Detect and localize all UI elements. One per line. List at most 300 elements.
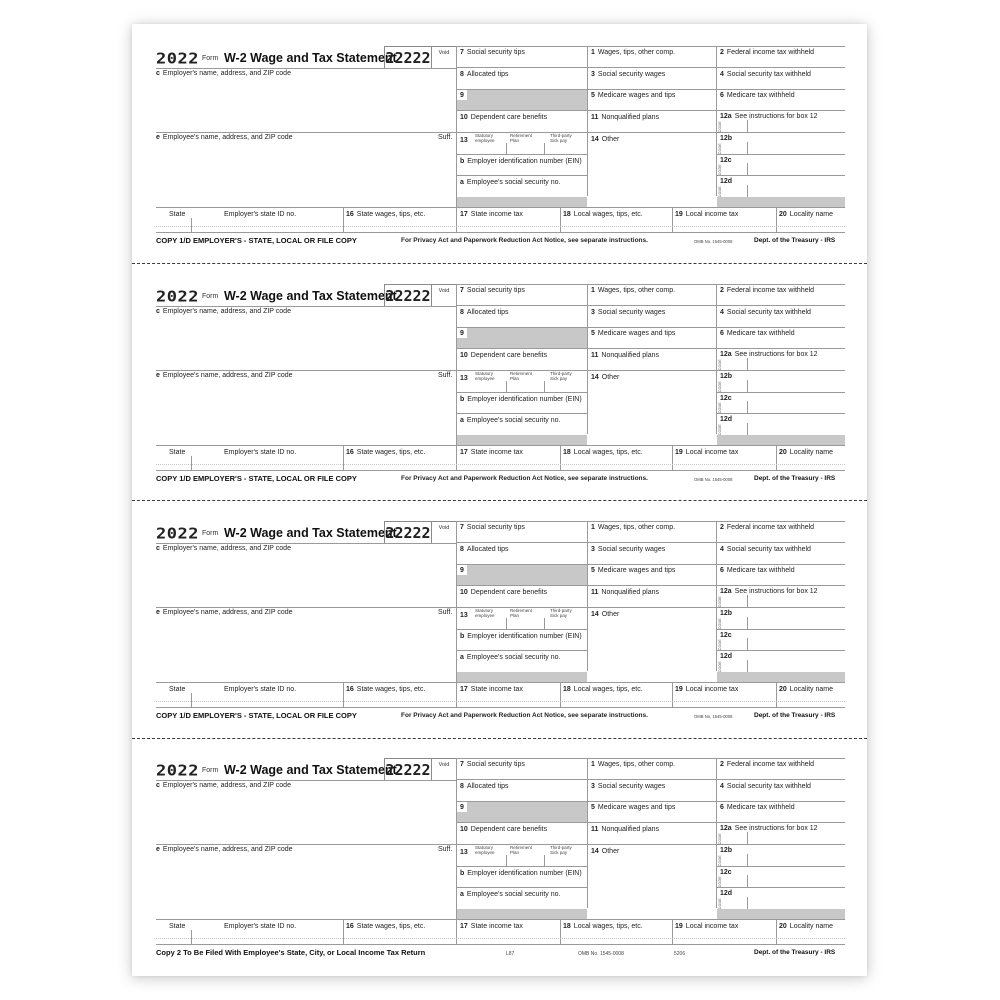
divider [747,423,748,435]
box-12d-label: 12d [720,890,733,897]
box-2-label: 2 Federal income tax withheld [720,524,815,531]
shade-strip [717,197,845,207]
box-8-label: 8 Allocated tips [460,783,509,790]
shade-strip [717,435,845,445]
divider [156,780,456,781]
state-id-label: Employer's state ID no. [224,211,297,218]
box-1-label: 1 Wages, tips, other comp. [591,49,676,56]
box-c-label: c Employer's name, address, and ZIP code [156,70,291,77]
code-label: CODE [718,898,722,910]
divider [560,207,561,232]
divider [456,585,845,586]
box-9-label: 9 [460,804,464,811]
dotted-guide [156,701,845,702]
box-11-label: 11 Nonqualified plans [591,114,660,121]
divider [506,618,507,629]
divider [456,413,587,414]
omb-number: OMB No. 1545-0008 [578,951,624,957]
box-a-label: a Employee's social security no. [460,891,561,898]
void-checkbox[interactable]: Void [432,521,456,543]
state-id-label: Employer's state ID no. [224,449,297,456]
box-16-label: 16 State wages, tips, etc. [346,686,426,693]
divider [747,185,748,197]
control-code: 22222 [384,758,432,780]
box-19-label: 19 Local income tax [675,923,739,930]
divider [716,413,845,414]
dept-treasury: Dept. of the Treasury - IRS [754,237,836,244]
form-title: W-2 Wage and Tax Statement [224,289,397,303]
shade-strip [717,672,845,682]
box-c-label: c Employer's name, address, and ZIP code [156,782,291,789]
box-9-shade [457,338,587,348]
code-label: CODE [718,639,722,651]
void-checkbox[interactable]: Void [432,284,456,306]
code-label: CODE [718,596,722,608]
box-19-label: 19 Local income tax [675,686,739,693]
copy-label: Copy 2 To Be Filed With Employee's State, City, or Local Income Tax Return [156,948,426,957]
box-6-label: 6 Medicare tax withheld [720,92,795,99]
divider [156,68,456,69]
box-7-label: 7 Social security tips [460,761,525,768]
box-11-label: 11 Nonqualified plans [591,352,660,359]
divider [156,944,845,945]
shade-strip [457,672,587,682]
box-1-label: 1 Wages, tips, other comp. [591,287,676,294]
divider [456,822,845,823]
divider [716,154,845,155]
box-11-label: 11 Nonqualified plans [591,826,660,833]
w2-form-copy-4 [132,758,867,958]
state-label: State [169,686,186,693]
state-label: State [169,923,186,930]
box-9-shade [457,100,587,110]
third-party-sick-pay-checkbox[interactable]: Third-party Sick pay [550,371,572,381]
form-code: L87 [506,951,515,957]
divider [456,175,587,176]
statutory-employee-checkbox[interactable]: Statutory employee [475,608,495,618]
divider [456,46,845,47]
divider [544,855,545,866]
box-3-label: 3 Social security wages [591,71,666,78]
box-9-label: 9 [460,567,464,574]
divider [456,110,845,111]
divider [716,175,845,176]
tax-year: 2022 [156,288,199,306]
divider [456,919,457,944]
control-code: 22222 [384,521,432,543]
code-label: CODE [718,855,722,867]
form-word: Form [202,767,219,774]
divider [587,521,588,671]
divider [456,521,845,522]
box-12a-label: 12a See instructions for box 12 [720,825,818,832]
retirement-plan-checkbox[interactable]: Retirement Plan [510,133,533,143]
box-c-label: c Employer's name, address, and ZIP code [156,308,291,315]
box-e-label: e Employee's name, address, and ZIP code [156,134,293,141]
box-9-shade [457,575,587,585]
box-10-label: 10 Dependent care benefits [460,826,548,833]
box-12d-label: 12d [720,653,733,660]
divider [747,358,748,370]
divider [456,887,587,888]
box-17-label: 17 State income tax [460,449,523,456]
suffix-label: Suff. [438,372,453,379]
divider [191,930,192,944]
box-1-label: 1 Wages, tips, other comp. [591,524,676,531]
divider [747,897,748,909]
perforation-cut-line [132,738,867,739]
code-label: CODE [718,164,722,176]
divider [343,682,344,707]
divider [343,445,344,470]
box-12b-label: 12b [720,373,733,380]
perforation-cut-line [132,263,867,264]
code-label: CODE [718,402,722,414]
box-e-label: e Employee's name, address, and ZIP code [156,372,293,379]
dotted-guide [156,226,845,227]
box-3-label: 3 Social security wages [591,783,666,790]
privacy-notice: For Privacy Act and Paperwork Reduction Act Notice, see separate instructions. [401,475,648,482]
divider [156,543,456,544]
divider [456,542,845,543]
suffix-label: Suff. [438,609,453,616]
divider [343,919,344,944]
retirement-plan-checkbox[interactable]: Retirement Plan [510,608,533,618]
box-1-label: 1 Wages, tips, other comp. [591,761,676,768]
box-c-label: c Employer's name, address, and ZIP code [156,545,291,552]
divider [776,445,777,470]
void-checkbox[interactable]: Void [432,758,456,780]
box-7-label: 7 Social security tips [460,287,525,294]
divider [506,381,507,392]
box-18-label: 18 Local wages, tips, etc. [563,211,643,218]
box-b-label: b Employer identification number (EIN) [460,870,582,877]
divider [191,693,192,707]
box-17-label: 17 State income tax [460,211,523,218]
form-title: W-2 Wage and Tax Statement [224,51,397,65]
divider [456,779,845,780]
divider [456,284,845,285]
box-a-label: a Employee's social security no. [460,179,561,186]
box-9-shade [457,812,587,822]
box-e-label: e Employee's name, address, and ZIP code [156,609,293,616]
code-label: CODE [718,661,722,673]
box-12a-label: 12a See instructions for box 12 [720,113,818,120]
box-a-label: a Employee's social security no. [460,417,561,424]
box-b-label: b Employer identification number (EIN) [460,396,582,403]
divider [587,46,588,196]
divider [747,595,748,607]
divider [506,855,507,866]
divider [716,284,717,434]
shade-strip [717,909,845,919]
box-12d-label: 12d [720,416,733,423]
box-14-label: 14 Other [591,848,620,855]
box-9-shade [467,328,587,338]
privacy-notice: For Privacy Act and Paperwork Reduction Act Notice, see separate instructions. [401,237,648,244]
box-12d-label: 12d [720,178,733,185]
box-13-label: 13 [460,849,468,856]
divider [456,758,845,759]
divider [716,887,845,888]
box-18-label: 18 Local wages, tips, etc. [563,449,643,456]
divider [156,707,845,708]
divider [716,46,717,196]
box-4-label: 4 Social security tax withheld [720,71,811,78]
divider [156,132,456,133]
divider [156,232,845,233]
box-17-label: 17 State income tax [460,923,523,930]
void-checkbox[interactable]: Void [432,46,456,68]
box-2-label: 2 Federal income tax withheld [720,287,815,294]
box-2-label: 2 Federal income tax withheld [720,761,815,768]
statutory-employee-checkbox[interactable]: Statutory employee [475,371,495,381]
control-code: 22222 [384,284,432,306]
form-title: W-2 Wage and Tax Statement [224,526,397,540]
box-13-label: 13 [460,137,468,144]
omb-number: OMB No. 1545-0008 [694,239,733,244]
box-14-label: 14 Other [591,611,620,618]
divider [544,618,545,629]
box-5-label: 5 Medicare wages and tips [591,567,676,574]
dept-treasury: Dept. of the Treasury - IRS [754,712,836,719]
divider [747,638,748,650]
code-label: CODE [718,618,722,630]
divider [560,919,561,944]
box-12c-label: 12c [720,157,732,164]
divider [456,348,845,349]
box-9-shade [467,565,587,575]
copy-label: COPY 1/D EMPLOYER'S - STATE, LOCAL OR FILE COPY [156,474,357,483]
copy-label: COPY 1/D EMPLOYER'S - STATE, LOCAL OR FILE COPY [156,711,357,720]
code-label: CODE [718,143,722,155]
privacy-notice: For Privacy Act and Paperwork Reduction Act Notice, see separate instructions. [401,712,648,719]
code-label: CODE [718,359,722,371]
box-a-label: a Employee's social security no. [460,654,561,661]
box-b-label: b Employer identification number (EIN) [460,633,582,640]
dotted-guide [156,464,845,465]
box-14-label: 14 Other [591,136,620,143]
box-17-label: 17 State income tax [460,686,523,693]
dotted-guide [156,938,845,939]
divider [560,445,561,470]
box-19-label: 19 Local income tax [675,449,739,456]
box-18-label: 18 Local wages, tips, etc. [563,686,643,693]
divider [456,207,457,232]
box-19-label: 19 Local income tax [675,211,739,218]
box-7-label: 7 Social security tips [460,49,525,56]
box-5-label: 5 Medicare wages and tips [591,330,676,337]
state-label: State [169,211,186,218]
third-party-sick-pay-checkbox[interactable]: Third-party Sick pay [550,608,572,618]
box-12b-label: 12b [720,610,733,617]
divider [747,617,748,629]
catalog-number: 5206 [674,951,686,957]
divider [747,142,748,154]
tax-year: 2022 [156,50,199,68]
form-title: W-2 Wage and Tax Statement [224,763,397,777]
omb-number: OMB No. 1545-0008 [694,714,733,719]
divider [156,370,456,371]
box-12a-label: 12a See instructions for box 12 [720,588,818,595]
box-12b-label: 12b [720,847,733,854]
perforation-cut-line [132,500,867,501]
divider [456,866,587,867]
divider [343,207,344,232]
box-b-label: b Employer identification number (EIN) [460,158,582,165]
box-12c-label: 12c [720,869,732,876]
divider [456,650,587,651]
third-party-sick-pay-checkbox[interactable]: Third-party Sick pay [550,845,572,855]
dept-treasury: Dept. of the Treasury - IRS [754,475,836,482]
divider [156,470,845,471]
box-10-label: 10 Dependent care benefits [460,589,548,596]
divider [747,660,748,672]
divider [747,380,748,392]
divider [544,381,545,392]
divider [156,682,845,683]
box-12b-label: 12b [720,135,733,142]
divider [672,207,673,232]
box-10-label: 10 Dependent care benefits [460,114,548,121]
divider [747,832,748,844]
w2-form-copy-1 [132,46,867,246]
omb-number: OMB No. 1545-0008 [694,477,733,482]
divider [156,844,456,845]
box-6-label: 6 Medicare tax withheld [720,330,795,337]
retirement-plan-checkbox[interactable]: Retirement Plan [510,845,533,855]
w2-form-copy-2 [132,284,867,484]
box-3-label: 3 Social security wages [591,546,666,553]
control-code: 22222 [384,46,432,68]
box-4-label: 4 Social security tax withheld [720,546,811,553]
box-6-label: 6 Medicare tax withheld [720,567,795,574]
box-8-label: 8 Allocated tips [460,309,509,316]
form-word: Form [202,293,219,300]
divider [191,218,192,232]
box-5-label: 5 Medicare wages and tips [591,92,676,99]
shade-strip [457,435,587,445]
divider [672,445,673,470]
divider [672,682,673,707]
box-12a-label: 12a See instructions for box 12 [720,351,818,358]
divider [587,758,588,908]
divider [456,392,587,393]
divider [456,445,457,470]
box-11-label: 11 Nonqualified plans [591,589,660,596]
box-16-label: 16 State wages, tips, etc. [346,449,426,456]
code-label: CODE [718,381,722,393]
divider [716,392,845,393]
tax-year: 2022 [156,762,199,780]
box-9-shade [467,90,587,100]
box-2-label: 2 Federal income tax withheld [720,49,815,56]
divider [716,629,845,630]
shade-strip [457,909,587,919]
divider [456,154,587,155]
form-word: Form [202,530,219,537]
box-16-label: 16 State wages, tips, etc. [346,211,426,218]
divider [747,875,748,887]
divider [560,682,561,707]
box-20-label: 20 Locality name [779,923,833,930]
code-label: CODE [718,121,722,133]
dept-treasury: Dept. of the Treasury - IRS [754,949,836,956]
code-label: CODE [718,876,722,888]
w2-sheet [132,24,867,976]
box-4-label: 4 Social security tax withheld [720,783,811,790]
box-8-label: 8 Allocated tips [460,546,509,553]
divider [716,758,717,908]
box-6-label: 6 Medicare tax withheld [720,804,795,811]
tax-year: 2022 [156,525,199,543]
divider [747,401,748,413]
box-13-label: 13 [460,375,468,382]
divider [456,67,845,68]
statutory-employee-checkbox[interactable]: Statutory employee [475,133,495,143]
divider [156,306,456,307]
suffix-label: Suff. [438,846,453,853]
w2-form-copy-3 [132,521,867,721]
statutory-employee-checkbox[interactable]: Statutory employee [475,845,495,855]
suffix-label: Suff. [438,134,453,141]
state-label: State [169,449,186,456]
form-word: Form [202,55,219,62]
box-9-label: 9 [460,92,464,99]
divider [776,919,777,944]
box-5-label: 5 Medicare wages and tips [591,804,676,811]
box-9-shade [467,802,587,812]
divider [191,456,192,470]
box-9-label: 9 [460,330,464,337]
box-12c-label: 12c [720,395,732,402]
third-party-sick-pay-checkbox[interactable]: Third-party Sick pay [550,133,572,143]
box-13-label: 13 [460,612,468,619]
box-20-label: 20 Locality name [779,211,833,218]
box-18-label: 18 Local wages, tips, etc. [563,923,643,930]
divider [587,284,588,434]
divider [544,143,545,154]
divider [456,305,845,306]
divider [156,607,456,608]
divider [716,866,845,867]
retirement-plan-checkbox[interactable]: Retirement Plan [510,371,533,381]
state-id-label: Employer's state ID no. [224,686,297,693]
shade-strip [457,197,587,207]
code-label: CODE [718,186,722,198]
box-16-label: 16 State wages, tips, etc. [346,923,426,930]
divider [456,682,457,707]
box-10-label: 10 Dependent care benefits [460,352,548,359]
box-14-label: 14 Other [591,374,620,381]
divider [747,163,748,175]
divider [747,120,748,132]
box-8-label: 8 Allocated tips [460,71,509,78]
divider [716,650,845,651]
divider [776,682,777,707]
box-12c-label: 12c [720,632,732,639]
code-label: CODE [718,833,722,845]
divider [156,919,845,920]
box-20-label: 20 Locality name [779,449,833,456]
code-label: CODE [718,424,722,436]
divider [156,207,845,208]
divider [776,207,777,232]
box-3-label: 3 Social security wages [591,309,666,316]
divider [672,919,673,944]
divider [156,445,845,446]
state-id-label: Employer's state ID no. [224,923,297,930]
